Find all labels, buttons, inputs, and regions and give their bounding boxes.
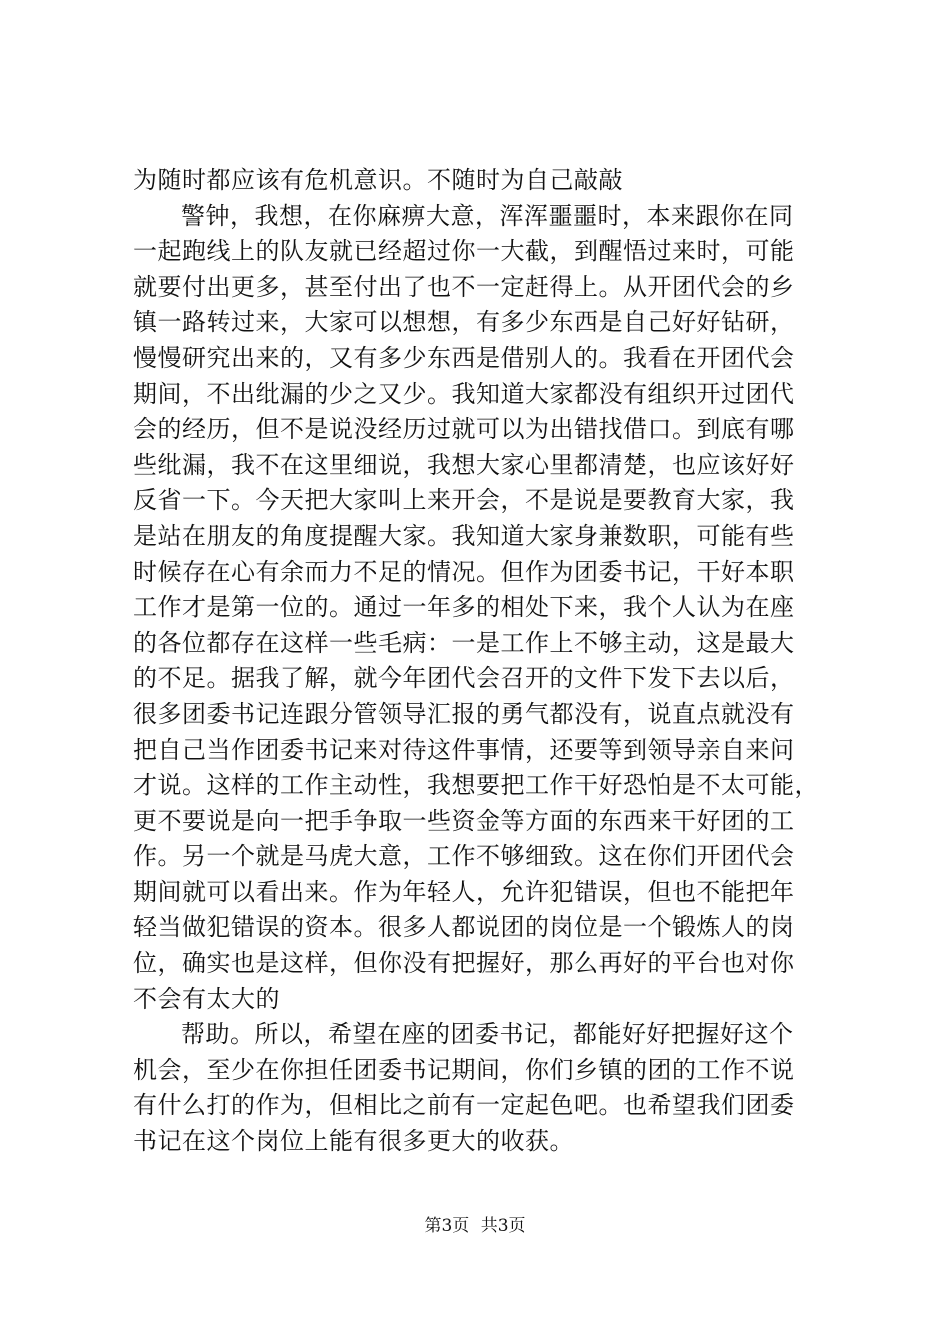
text-line: 位，确实也是这样，但你没有把握好，那么再好的平台也对你 bbox=[133, 949, 795, 978]
text-line: 慢慢研究出来的，又有多少东西是借别人的。我看在开团代会 bbox=[133, 343, 795, 372]
text-line: 期间，不出纰漏的少之又少。我知道大家都没有组织开过团代 bbox=[133, 379, 795, 408]
text-line: 是站在朋友的角度提醒大家。我知道大家身兼数职，可能有些 bbox=[133, 521, 795, 550]
text-line: 工作才是第一位的。通过一年多的相处下来，我个人认为在座 bbox=[133, 593, 795, 622]
text-line: 书记在这个岗位上能有很多更大的收获。 bbox=[133, 1127, 574, 1156]
text-line: 镇一路转过来，大家可以想想，有多少东西是自己好好钻研， bbox=[133, 308, 795, 337]
text-line: 一起跑线上的队友就已经超过你一大截，到醒悟过来时，可能 bbox=[133, 237, 795, 266]
text-line: 很多团委书记连跟分管领导汇报的勇气都没有，说直点就没有 bbox=[133, 699, 795, 728]
page-number: 第3页 bbox=[424, 1216, 470, 1236]
page-total: 共3页 bbox=[480, 1216, 526, 1236]
body-text bbox=[133, 163, 833, 1160]
text-line: 警钟，我想，在你麻痹大意，浑浑噩噩时，本来跟你在同 bbox=[181, 201, 794, 230]
text-line: 轻当做犯错误的资本。很多人都说团的岗位是一个锻炼人的岗 bbox=[133, 913, 795, 942]
text-line: 的各位都存在这样一些毛病：一是工作上不够主动，这是最大 bbox=[133, 628, 795, 657]
text-line: 就要付出更多，甚至付出了也不一定赶得上。从开团代会的乡 bbox=[133, 272, 795, 301]
text-line: 反省一下。今天把大家叫上来开会，不是说是要教育大家，我 bbox=[133, 486, 795, 515]
text-line: 些纰漏，我不在这里细说，我想大家心里都清楚，也应该好好 bbox=[133, 450, 795, 479]
text-line: 期间就可以看出来。作为年轻人，允许犯错误，但也不能把年 bbox=[133, 877, 795, 906]
text-line: 机会，至少在你担任团委书记期间，你们乡镇的团的工作不说 bbox=[133, 1055, 795, 1084]
text-line: 会的经历，但不是说没经历过就可以为出错找借口。到底有哪 bbox=[133, 415, 795, 444]
text-line: 时候存在心有余而力不足的情况。但作为团委书记，干好本职 bbox=[133, 557, 795, 586]
text-line: 为随时都应该有危机意识。不随时为自己敲敲 bbox=[133, 166, 623, 194]
text-line: 更不要说是向一把手争取一些资金等方面的东西来干好团的工 bbox=[133, 806, 795, 835]
text-line: 作。另一个就是马虎大意，工作不够细致。这在你们开团代会 bbox=[133, 842, 795, 871]
text-line: 把自己当作团委书记来对待这件事情，还要等到领导亲自来问 bbox=[133, 735, 795, 764]
text-line: 才说。这样的工作主动性，我想要把工作干好恐怕是不太可能， bbox=[133, 771, 819, 800]
text-line: 不会有太大的 bbox=[133, 984, 280, 1013]
text-line: 的不足。据我了解，就今年团代会召开的文件下发下去以后， bbox=[133, 664, 795, 693]
page-footer bbox=[0, 1216, 950, 1236]
text-line: 有什么打的作为，但相比之前有一定起色吧。也希望我们团委 bbox=[133, 1091, 795, 1120]
text-line: 帮助。所以，希望在座的团委书记，都能好好把握好这个 bbox=[181, 1020, 794, 1049]
